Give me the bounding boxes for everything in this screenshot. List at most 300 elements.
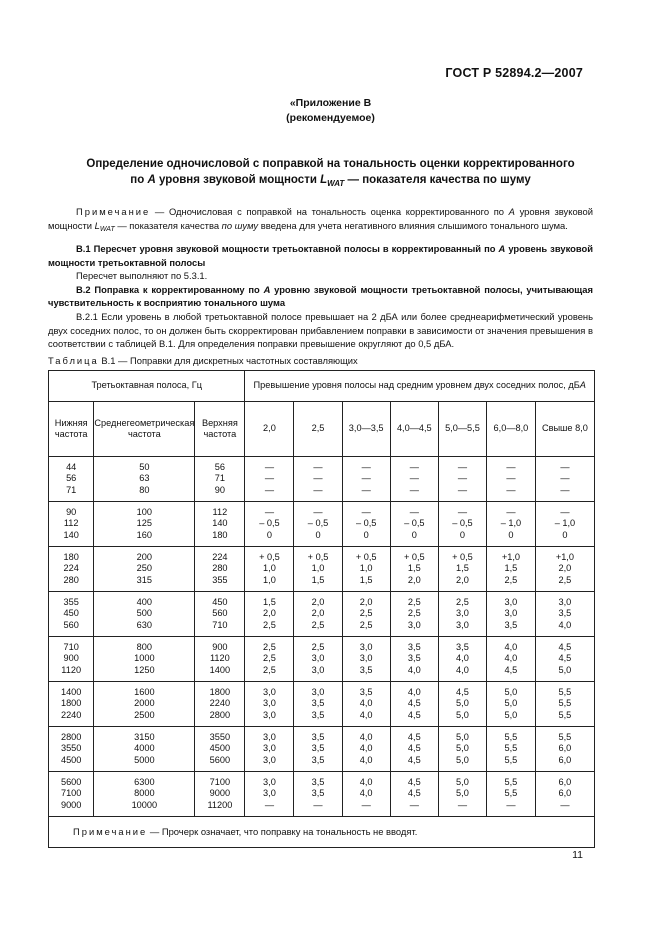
cell-value: 3,5 bbox=[558, 608, 572, 619]
cell-value: — bbox=[264, 473, 275, 484]
cell-value: 5600 bbox=[60, 777, 82, 788]
header-excess-col: 2,5 bbox=[294, 402, 342, 457]
table-cell bbox=[195, 547, 245, 592]
table-cell bbox=[49, 637, 94, 682]
cell-value: 5,0 bbox=[456, 709, 469, 720]
cell-value: 71 bbox=[66, 484, 77, 495]
cell-value: 2500 bbox=[134, 709, 155, 720]
table-cell bbox=[94, 547, 195, 592]
cell-value: 50 bbox=[139, 462, 150, 473]
cell-value: 3,5 bbox=[359, 664, 373, 675]
cell-value: 5,5 bbox=[504, 754, 518, 765]
cell-value: 4,5 bbox=[407, 788, 421, 799]
table-cell bbox=[342, 457, 390, 502]
table-cell bbox=[294, 547, 342, 592]
cell-value: 450 bbox=[63, 608, 79, 619]
annex-status: (рекомендуемое) bbox=[286, 112, 375, 124]
table-cell bbox=[487, 772, 536, 817]
cell-value: 3,0 bbox=[456, 608, 469, 619]
cell-value: — bbox=[409, 507, 419, 518]
cell-value: — bbox=[560, 473, 570, 484]
cell-value: 6,0 bbox=[558, 754, 572, 765]
cell-value: 5,5 bbox=[504, 788, 518, 799]
cell-value: 125 bbox=[136, 518, 153, 529]
cell-value: 250 bbox=[136, 563, 153, 574]
cell-value: — bbox=[506, 799, 516, 810]
table-cell bbox=[438, 592, 486, 637]
cell-value: 3,0 bbox=[558, 597, 572, 608]
cell-value: 2000 bbox=[134, 698, 155, 709]
cell-value: 9000 bbox=[209, 788, 231, 799]
table-cell bbox=[438, 547, 486, 592]
table-cell bbox=[49, 727, 94, 772]
cell-value: – 0,5 bbox=[259, 518, 280, 529]
cell-value: 1400 bbox=[209, 664, 231, 675]
cell-value: — bbox=[313, 799, 323, 810]
table-cell bbox=[195, 502, 245, 547]
header-excess-col: 6,0—8,0 bbox=[487, 402, 536, 457]
table-cell bbox=[342, 727, 390, 772]
cell-value: — bbox=[361, 462, 371, 473]
table-cell bbox=[390, 772, 438, 817]
table-cell bbox=[94, 592, 195, 637]
cell-value: 1400 bbox=[60, 687, 82, 698]
cell-value: 500 bbox=[136, 608, 153, 619]
cell-value: 4,0 bbox=[359, 709, 373, 720]
cell-value: 5,5 bbox=[504, 732, 518, 743]
cell-value: — bbox=[313, 473, 323, 484]
table-cell bbox=[535, 727, 594, 772]
header-excess-col: Свыше 8,0 bbox=[535, 402, 594, 457]
cell-value: 140 bbox=[212, 518, 228, 529]
cell-value: 4000 bbox=[134, 743, 155, 754]
table-cell bbox=[49, 502, 94, 547]
intro-note: Примечание — Одночисловая с поправкой на тональность оценка корректированного по A уровня звуковой мощности $L_{WAT}$ — показателя качества по шуму введена для учета негативного влияния слышимого тонального шума. bbox=[48, 206, 593, 234]
cell-value: 180 bbox=[63, 552, 79, 563]
table-cell bbox=[94, 502, 195, 547]
cell-value: 3,0 bbox=[359, 653, 373, 664]
table-cell bbox=[342, 592, 390, 637]
cell-value: 2,5 bbox=[311, 619, 325, 630]
cell-value: 3,5 bbox=[359, 687, 373, 698]
cell-value: 4,0 bbox=[407, 687, 421, 698]
cell-value: 90 bbox=[66, 507, 77, 518]
cell-value: 4,5 bbox=[407, 777, 421, 788]
table-cell bbox=[342, 682, 390, 727]
cell-value: 200 bbox=[136, 552, 153, 563]
cell-value: 4,0 bbox=[359, 698, 373, 709]
cell-value: – 0,5 bbox=[452, 518, 473, 529]
cell-value: 1,5 bbox=[311, 574, 325, 585]
cell-value: 2,5 bbox=[311, 642, 325, 653]
table-cell bbox=[195, 727, 245, 772]
cell-value: + 0,5 bbox=[259, 552, 280, 563]
table-row-group bbox=[49, 502, 595, 547]
header-excess-col: 2,0 bbox=[245, 402, 294, 457]
cell-value: 56 bbox=[214, 462, 225, 473]
table-cell bbox=[535, 682, 594, 727]
cell-value: 5,0 bbox=[504, 698, 518, 709]
cell-value: + 0,5 bbox=[452, 552, 473, 563]
cell-value: 4,5 bbox=[407, 754, 421, 765]
table-cell bbox=[245, 592, 294, 637]
cell-value: 1,5 bbox=[407, 563, 421, 574]
table-cell bbox=[195, 457, 245, 502]
cell-value: 180 bbox=[212, 529, 228, 540]
cell-value: 4,5 bbox=[504, 664, 518, 675]
cell-value: 63 bbox=[139, 473, 150, 484]
cell-value: 1250 bbox=[134, 664, 155, 675]
cell-value: 315 bbox=[136, 574, 153, 585]
table-cell bbox=[487, 502, 536, 547]
table-cell bbox=[294, 592, 342, 637]
section-b1-title: В.1 Пересчет уровня звуковой мощности третьоктавной полосы в корректированный по А уровень звуковой мощности третьоктавной полосы bbox=[48, 243, 593, 268]
cell-value: — bbox=[264, 507, 275, 518]
cell-value: 3550 bbox=[60, 743, 82, 754]
cell-value: – 1,0 bbox=[500, 518, 522, 529]
table-cell bbox=[195, 637, 245, 682]
cell-value: 1,0 bbox=[359, 563, 373, 574]
cell-value: — bbox=[506, 484, 516, 495]
table-cell bbox=[535, 592, 594, 637]
cell-value: 6,0 bbox=[558, 777, 572, 788]
cell-value: 2,0 bbox=[456, 574, 469, 585]
table-cell bbox=[487, 727, 536, 772]
cell-value: 400 bbox=[136, 597, 153, 608]
cell-value: 560 bbox=[212, 608, 228, 619]
cell-value: 3,0 bbox=[504, 597, 518, 608]
cell-value: 56 bbox=[66, 473, 77, 484]
table-cell bbox=[535, 637, 594, 682]
cell-value: 4,5 bbox=[558, 642, 572, 653]
cell-value: 0 bbox=[363, 529, 369, 540]
cell-value: 100 bbox=[136, 507, 153, 518]
cell-value: 90 bbox=[214, 484, 225, 495]
cell-value: 2,5 bbox=[359, 608, 373, 619]
cell-value: — bbox=[409, 462, 419, 473]
title-line-2: по A уровня звуковой мощности $L_{WAT}$ — показателя качества по шуму bbox=[130, 174, 531, 189]
cell-value: 4,0 bbox=[359, 754, 373, 765]
cell-value: 4,5 bbox=[407, 709, 421, 720]
corrections-table bbox=[48, 370, 595, 848]
table-row-group bbox=[49, 592, 595, 637]
table-cell bbox=[535, 457, 594, 502]
cell-value: 71 bbox=[214, 473, 225, 484]
cell-value: 2,5 bbox=[558, 574, 572, 585]
table-cell bbox=[245, 727, 294, 772]
cell-value: 4,0 bbox=[456, 664, 469, 675]
annex-label: «Приложение В bbox=[289, 97, 372, 109]
table-row-group bbox=[49, 547, 595, 592]
cell-value: 7100 bbox=[60, 788, 82, 799]
cell-value: 1,0 bbox=[263, 574, 276, 585]
cell-value: 4,0 bbox=[407, 664, 421, 675]
cell-value: — bbox=[560, 799, 570, 810]
table-cell bbox=[342, 502, 390, 547]
table-cell bbox=[94, 457, 195, 502]
cell-value: 710 bbox=[63, 642, 79, 653]
header-excess-col: 4,0—4,5 bbox=[390, 402, 438, 457]
cell-value: – 0,5 bbox=[355, 518, 377, 529]
cell-value: 2,5 bbox=[456, 597, 469, 608]
cell-value: 4,5 bbox=[456, 687, 469, 698]
cell-value: 0 bbox=[411, 529, 417, 540]
cell-value: 10000 bbox=[131, 799, 158, 810]
table-row-group bbox=[49, 727, 595, 772]
cell-value: 5,5 bbox=[558, 687, 572, 698]
header-excess-col: 3,0—3,5 bbox=[342, 402, 390, 457]
table-cell bbox=[390, 547, 438, 592]
cell-value: 5,0 bbox=[456, 732, 469, 743]
table-cell bbox=[94, 772, 195, 817]
cell-value: 5,0 bbox=[504, 687, 518, 698]
cell-value: 1,5 bbox=[263, 597, 276, 608]
header-band-group: Третьоктавная полоса, Гц bbox=[49, 371, 245, 402]
cell-value: 3,0 bbox=[263, 754, 276, 765]
table-cell bbox=[438, 727, 486, 772]
cell-value: 224 bbox=[212, 552, 228, 563]
annex-heading bbox=[0, 96, 661, 126]
cell-value: 5,0 bbox=[558, 664, 572, 675]
cell-value: 3,5 bbox=[311, 743, 325, 754]
cell-value: 3150 bbox=[134, 732, 155, 743]
cell-value: 355 bbox=[63, 597, 79, 608]
cell-value: 900 bbox=[212, 642, 228, 653]
cell-value: 5,5 bbox=[504, 743, 518, 754]
header-excess-group: Превышение уровня полосы над средним уровнем двух соседних полос, дБА bbox=[245, 371, 595, 402]
table-row-group bbox=[49, 637, 595, 682]
cell-value: + 0,5 bbox=[307, 552, 329, 563]
table-cell bbox=[390, 502, 438, 547]
cell-value: 2,5 bbox=[263, 642, 276, 653]
cell-value: — bbox=[313, 462, 323, 473]
table-cell bbox=[49, 457, 94, 502]
cell-value: 3,0 bbox=[311, 664, 325, 675]
cell-value: – 0,5 bbox=[307, 518, 329, 529]
cell-value: 4,5 bbox=[407, 743, 421, 754]
table-cell bbox=[245, 682, 294, 727]
cell-value: 450 bbox=[212, 597, 228, 608]
cell-value: — bbox=[361, 507, 371, 518]
cell-value: 2,0 bbox=[311, 597, 325, 608]
cell-value: 6,0 bbox=[558, 788, 572, 799]
annex-title bbox=[50, 156, 611, 192]
table-cell bbox=[294, 502, 342, 547]
table-cell bbox=[390, 457, 438, 502]
cell-value: 3,5 bbox=[456, 642, 469, 653]
cell-value: 5,0 bbox=[456, 743, 469, 754]
cell-value: — bbox=[409, 473, 419, 484]
cell-value: 2,0 bbox=[311, 608, 325, 619]
cell-value: — bbox=[560, 462, 570, 473]
cell-value: – 0,5 bbox=[404, 518, 425, 529]
cell-value: 3,0 bbox=[263, 698, 276, 709]
table-cell bbox=[390, 637, 438, 682]
cell-value: 44 bbox=[66, 462, 77, 473]
cell-value: — bbox=[560, 507, 570, 518]
cell-value: 800 bbox=[136, 642, 153, 653]
section-b1-text: Пересчет выполняют по 5.3.1. bbox=[76, 270, 208, 282]
cell-value: 4500 bbox=[209, 743, 231, 754]
table-cell bbox=[245, 457, 294, 502]
table-cell bbox=[294, 637, 342, 682]
section-b21-text: В.2.1 Если уровень в любой третьоктавной полосе превышает на 2 дБА или более среднеарифметический уровень двух соседних полос, то он должен быть скорректирован прибавлением поправки в зависимости от значения превышения в соответствии с таблицей В.1. Для определения поправки превышение округляют до 0,5 дБА. bbox=[48, 310, 593, 350]
cell-value: 2240 bbox=[209, 698, 231, 709]
cell-value: 4,0 bbox=[359, 743, 373, 754]
cell-value: 4,5 bbox=[558, 653, 572, 664]
cell-value: 160 bbox=[136, 529, 153, 540]
table-cell bbox=[294, 727, 342, 772]
table-cell bbox=[390, 682, 438, 727]
table-cell bbox=[195, 592, 245, 637]
cell-value: 2,0 bbox=[558, 563, 572, 574]
cell-value: — bbox=[361, 473, 371, 484]
cell-value: 3,5 bbox=[311, 709, 325, 720]
cell-value: 5000 bbox=[134, 754, 155, 765]
cell-value: 3,0 bbox=[359, 642, 373, 653]
table-cell bbox=[390, 727, 438, 772]
cell-value: 2,5 bbox=[263, 653, 276, 664]
table-cell bbox=[49, 682, 94, 727]
cell-value: 1120 bbox=[61, 664, 82, 675]
cell-value: 5600 bbox=[209, 754, 231, 765]
cell-value: 3,5 bbox=[311, 754, 325, 765]
cell-value: 3,5 bbox=[407, 653, 421, 664]
cell-value: — bbox=[313, 484, 323, 495]
sections bbox=[48, 242, 593, 351]
cell-value: — bbox=[560, 484, 570, 495]
table-row-group bbox=[49, 772, 595, 817]
cell-value: + 0,5 bbox=[403, 552, 425, 563]
table-cell bbox=[294, 682, 342, 727]
table-cell bbox=[245, 547, 294, 592]
cell-value: 1800 bbox=[209, 687, 231, 698]
cell-value: — bbox=[264, 484, 275, 495]
cell-value: 3,5 bbox=[311, 698, 325, 709]
table-cell bbox=[49, 592, 94, 637]
table-cell bbox=[535, 547, 594, 592]
cell-value: 5,5 bbox=[558, 698, 572, 709]
cell-value: 4,0 bbox=[359, 732, 373, 743]
cell-value: 11200 bbox=[207, 799, 233, 810]
cell-value: 3,0 bbox=[263, 743, 276, 754]
table-cell bbox=[49, 772, 94, 817]
cell-value: 2,0 bbox=[263, 608, 276, 619]
cell-value: 6,0 bbox=[558, 743, 572, 754]
table-cell bbox=[94, 682, 195, 727]
table-caption: Таблица В.1 — Поправки для дискретных частотных составляющих bbox=[48, 355, 358, 366]
cell-value: 8000 bbox=[134, 788, 155, 799]
cell-value: 3,0 bbox=[263, 732, 276, 743]
table-note: Примечание — Прочерк означает, что поправку на тональность не вводят. bbox=[49, 817, 595, 848]
cell-value: — bbox=[409, 484, 419, 495]
cell-value: 2,5 bbox=[407, 608, 421, 619]
cell-value: 2,0 bbox=[407, 574, 421, 585]
cell-value: 1600 bbox=[134, 687, 155, 698]
cell-value: — bbox=[457, 473, 468, 484]
cell-value: 280 bbox=[63, 574, 79, 585]
cell-value: 5,0 bbox=[456, 777, 469, 788]
cell-value: 4,0 bbox=[558, 619, 572, 630]
cell-value: 3,5 bbox=[311, 788, 325, 799]
table-cell bbox=[94, 637, 195, 682]
cell-value: 3,0 bbox=[263, 777, 276, 788]
header-mid-freq: Среднегеометрическая частота bbox=[94, 402, 195, 457]
cell-value: 5,0 bbox=[456, 698, 469, 709]
cell-value: 3,0 bbox=[407, 619, 421, 630]
header-excess-col: 5,0—5,5 bbox=[438, 402, 486, 457]
table-cell bbox=[535, 772, 594, 817]
title-line-1: Определение одночисловой с поправкой на тональность оценки корректированного bbox=[86, 158, 575, 170]
cell-value: 560 bbox=[63, 619, 79, 630]
cell-value: 4,5 bbox=[407, 732, 421, 743]
cell-value: — bbox=[506, 473, 516, 484]
cell-value: +1,0 bbox=[555, 552, 574, 563]
cell-value: 6300 bbox=[134, 777, 155, 788]
cell-value: 2,5 bbox=[359, 619, 373, 630]
cell-value: 112 bbox=[63, 518, 79, 529]
cell-value: 3,5 bbox=[504, 619, 518, 630]
cell-value: 0 bbox=[562, 529, 568, 540]
table-cell bbox=[487, 682, 536, 727]
cell-value: 2240 bbox=[60, 709, 82, 720]
cell-value: 1,0 bbox=[311, 563, 325, 574]
cell-value: 3,5 bbox=[311, 732, 325, 743]
cell-value: 2800 bbox=[60, 732, 82, 743]
cell-value: 2,5 bbox=[263, 664, 276, 675]
cell-value: 0 bbox=[266, 529, 272, 540]
cell-value: 1,5 bbox=[359, 574, 373, 585]
cell-value: 4,0 bbox=[359, 788, 373, 799]
cell-value: 710 bbox=[212, 619, 228, 630]
table-cell bbox=[294, 457, 342, 502]
cell-value: — bbox=[264, 799, 275, 810]
table-cell bbox=[487, 637, 536, 682]
section-b2-title: В.2 Поправка к корректированному по А уровню звуковой мощности третьоктавной полосы, учитывающая чувствительность к восприятию тонального шума bbox=[48, 283, 593, 309]
cell-value: 5,0 bbox=[504, 709, 518, 720]
cell-value: 2,5 bbox=[504, 574, 518, 585]
table-cell bbox=[487, 547, 536, 592]
cell-value: + 0,5 bbox=[355, 552, 377, 563]
cell-value: 5,5 bbox=[558, 732, 572, 743]
cell-value: 630 bbox=[136, 619, 153, 630]
cell-value: — bbox=[457, 484, 468, 495]
cell-value: 112 bbox=[212, 507, 228, 518]
table-cell bbox=[245, 502, 294, 547]
cell-value: 3,0 bbox=[311, 687, 325, 698]
cell-value: 80 bbox=[139, 484, 150, 495]
cell-value: 5,5 bbox=[558, 709, 572, 720]
table-cell bbox=[487, 457, 536, 502]
table-cell bbox=[94, 727, 195, 772]
table-cell bbox=[342, 772, 390, 817]
cell-value: 3550 bbox=[209, 732, 231, 743]
cell-value: – 1,0 bbox=[554, 518, 576, 529]
table-cell bbox=[438, 457, 486, 502]
table-cell bbox=[438, 637, 486, 682]
header-lower-freq: Нижняя частота bbox=[49, 402, 94, 457]
cell-value: 7100 bbox=[209, 777, 231, 788]
cell-value: 3,0 bbox=[504, 608, 518, 619]
cell-value: +1,0 bbox=[501, 552, 520, 563]
table-row-group bbox=[49, 457, 595, 502]
table-cell bbox=[294, 772, 342, 817]
table-cell bbox=[438, 502, 486, 547]
cell-value: 355 bbox=[212, 574, 228, 585]
cell-value: 140 bbox=[63, 529, 79, 540]
cell-value: — bbox=[361, 799, 371, 810]
cell-value: 2800 bbox=[209, 709, 231, 720]
